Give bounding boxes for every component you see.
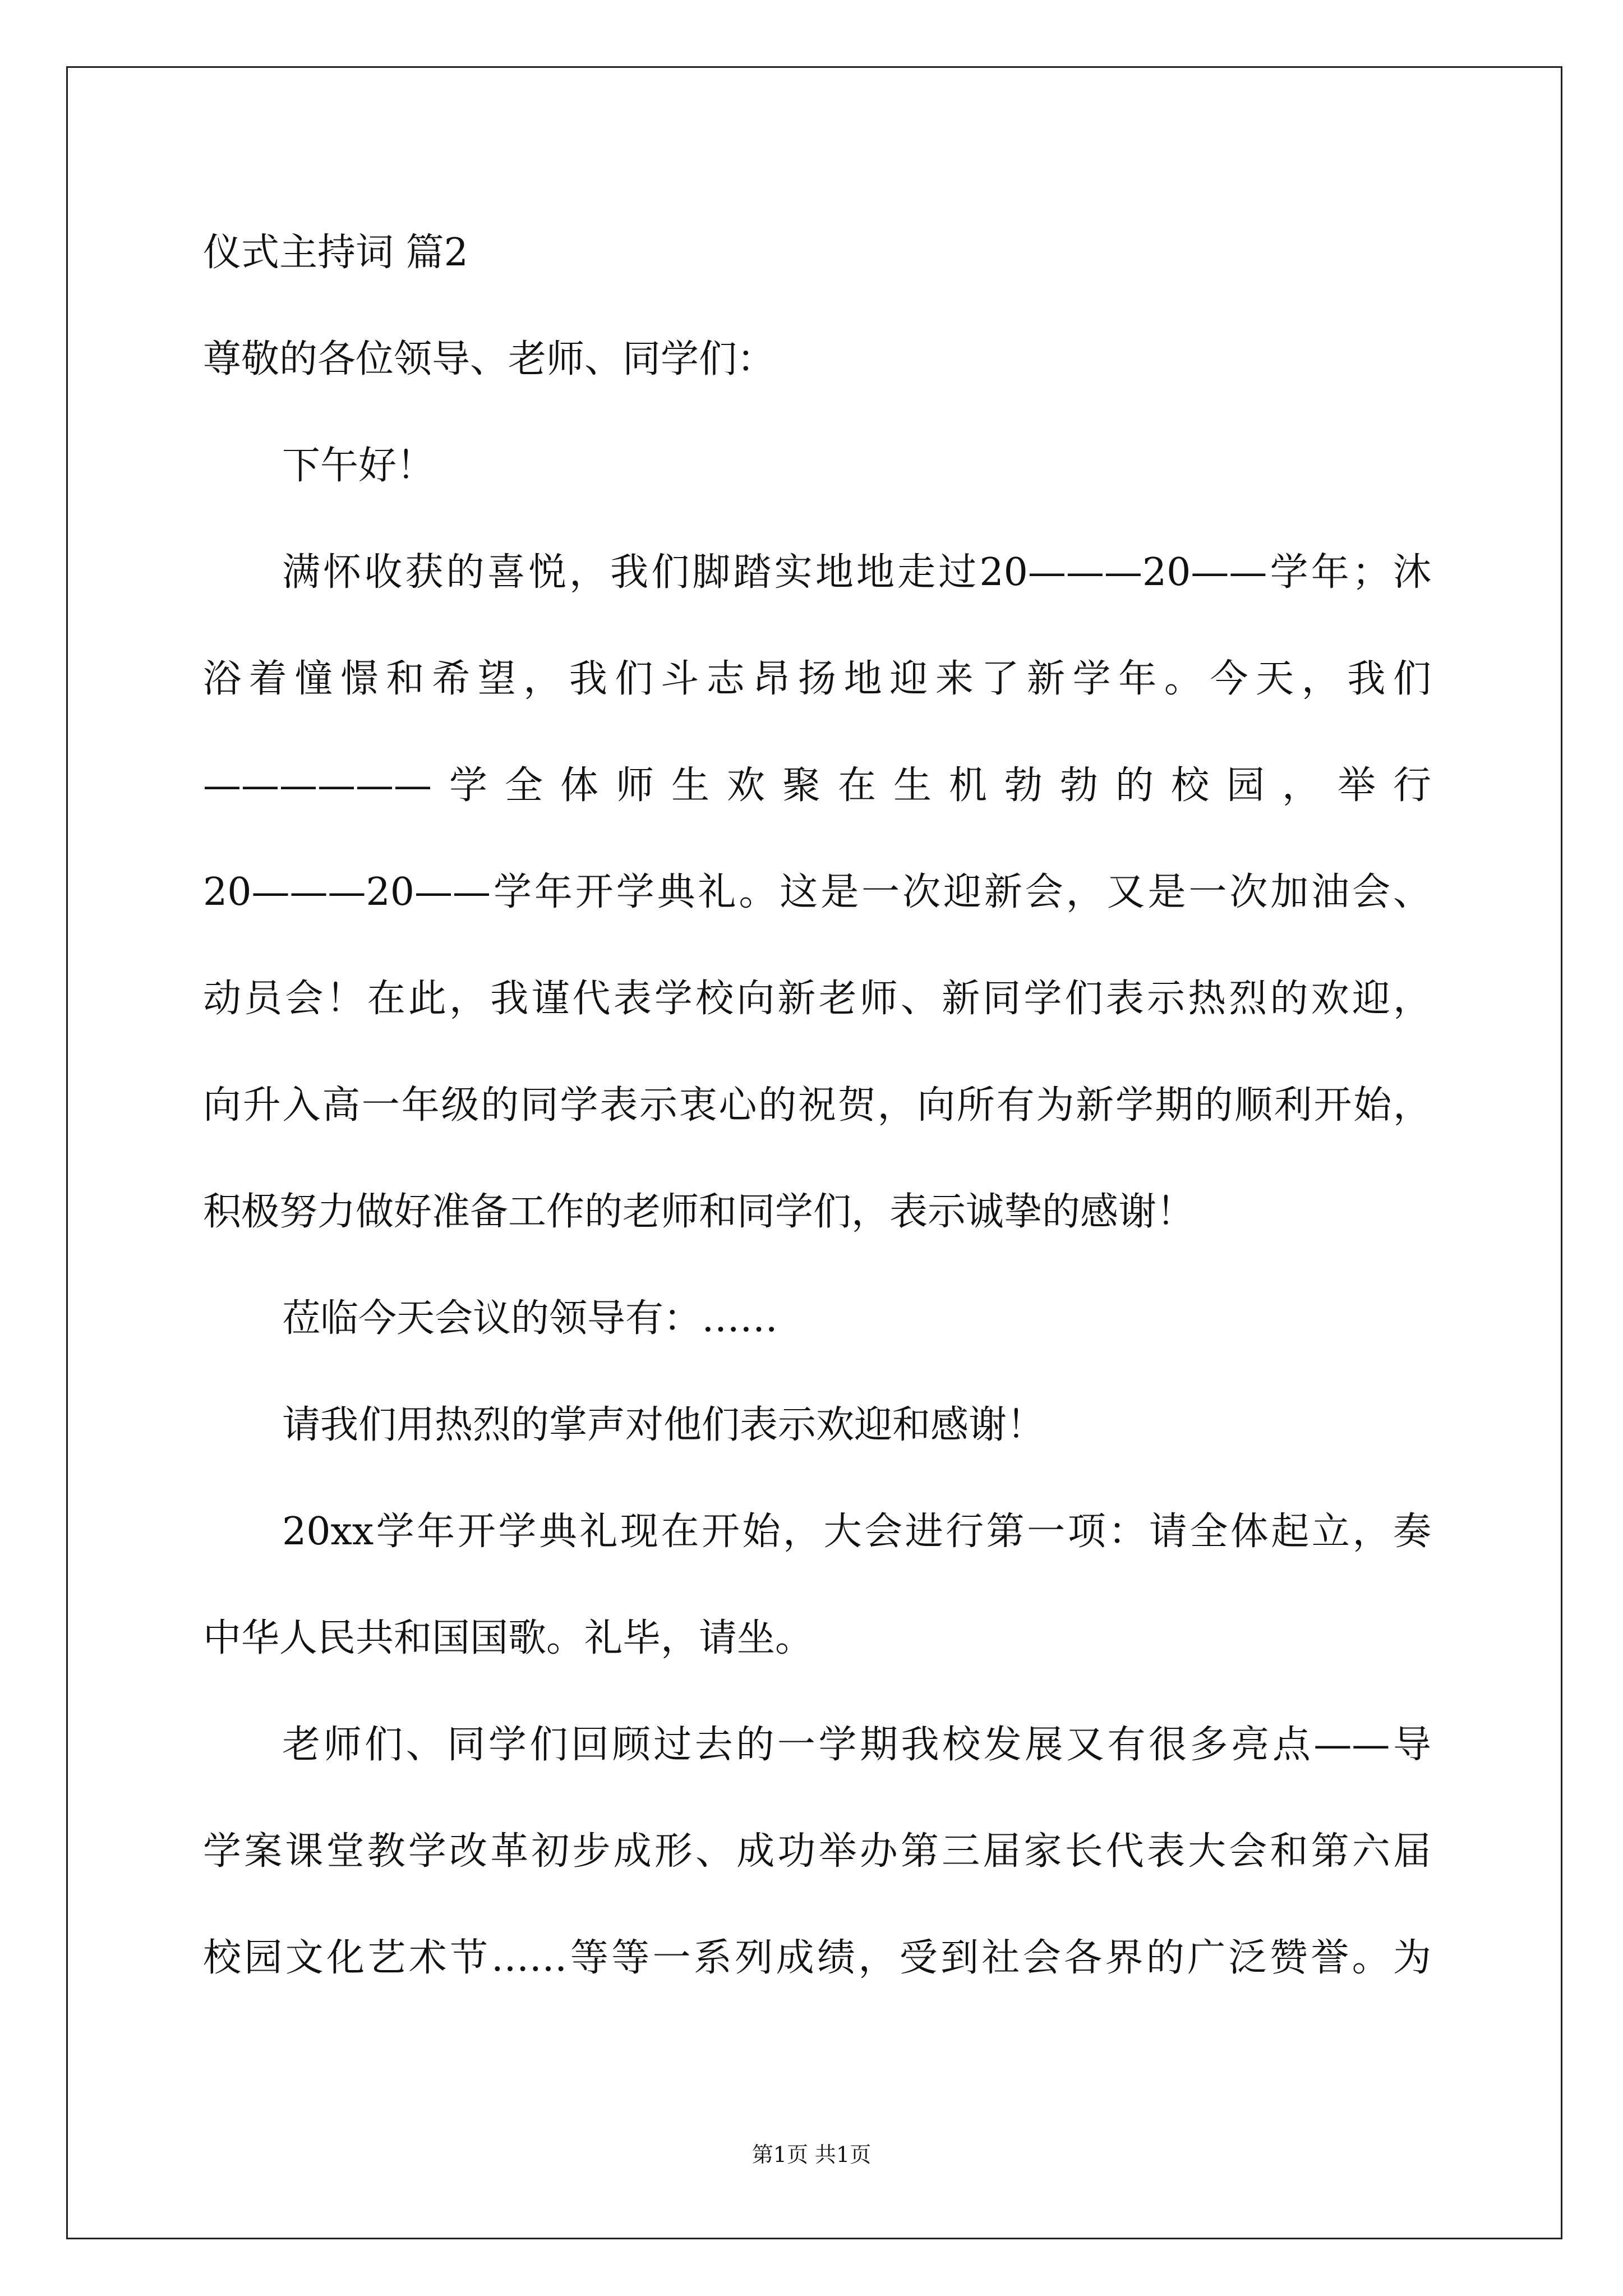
page-footer: 第1页 共1页 [751,2142,872,2167]
body-text-line: 校园文化艺术节……等等一系列成绩，受到社会各界的广泛赞誉。为 [203,1936,1431,1980]
body-text-line: 满怀收获的喜悦，我们脚踏实地地走过20———20——学年；沐 [282,550,1431,595]
body-text-line: 浴着憧憬和希望，我们斗志昂扬地迎来了新学年。今天，我们 [203,657,1431,701]
body-text-line: 莅临今天会议的领导有：…… [282,1296,778,1341]
body-text-line: ——————学全体师生欢聚在生机勃勃的校园，举行 [203,763,1431,808]
body-text-line: 积极努力做好准备工作的老师和同学们，表示诚挚的感谢！ [203,1190,1195,1234]
salutation-line: 尊敬的各位领导、老师、同学们： [203,337,776,381]
body-text-line: 老师们、同学们回顾过去的一学期我校发展又有很多亮点——导 [282,1723,1431,1767]
greeting-line: 下午好！ [282,444,435,488]
body-text-line: 20———20——学年开学典礼。这是一次迎新会，又是一次加油会、 [203,870,1431,914]
body-text-line: 请我们用热烈的掌声对他们表示欢迎和感谢！ [282,1403,1045,1447]
body-text-line: 向升入高一年级的同学表示衷心的祝贺，向所有为新学期的顺利开始， [203,1083,1431,1128]
body-text-line: 中华人民共和国国歌。礼毕，请坐。 [203,1616,814,1660]
document-title: 仪式主持词 篇2 [203,231,468,275]
body-text-line: 动员会！在此，我谨代表学校向新老师、新同学们表示热烈的欢迎， [203,977,1431,1021]
body-text-line: 20xx学年开学典礼现在开始，大会进行第一项：请全体起立，奏 [282,1510,1431,1554]
document-body [203,200,1431,2012]
body-text-line: 学案课堂教学改革初步成形、成功举办第三届家长代表大会和第六届 [203,1829,1431,1874]
